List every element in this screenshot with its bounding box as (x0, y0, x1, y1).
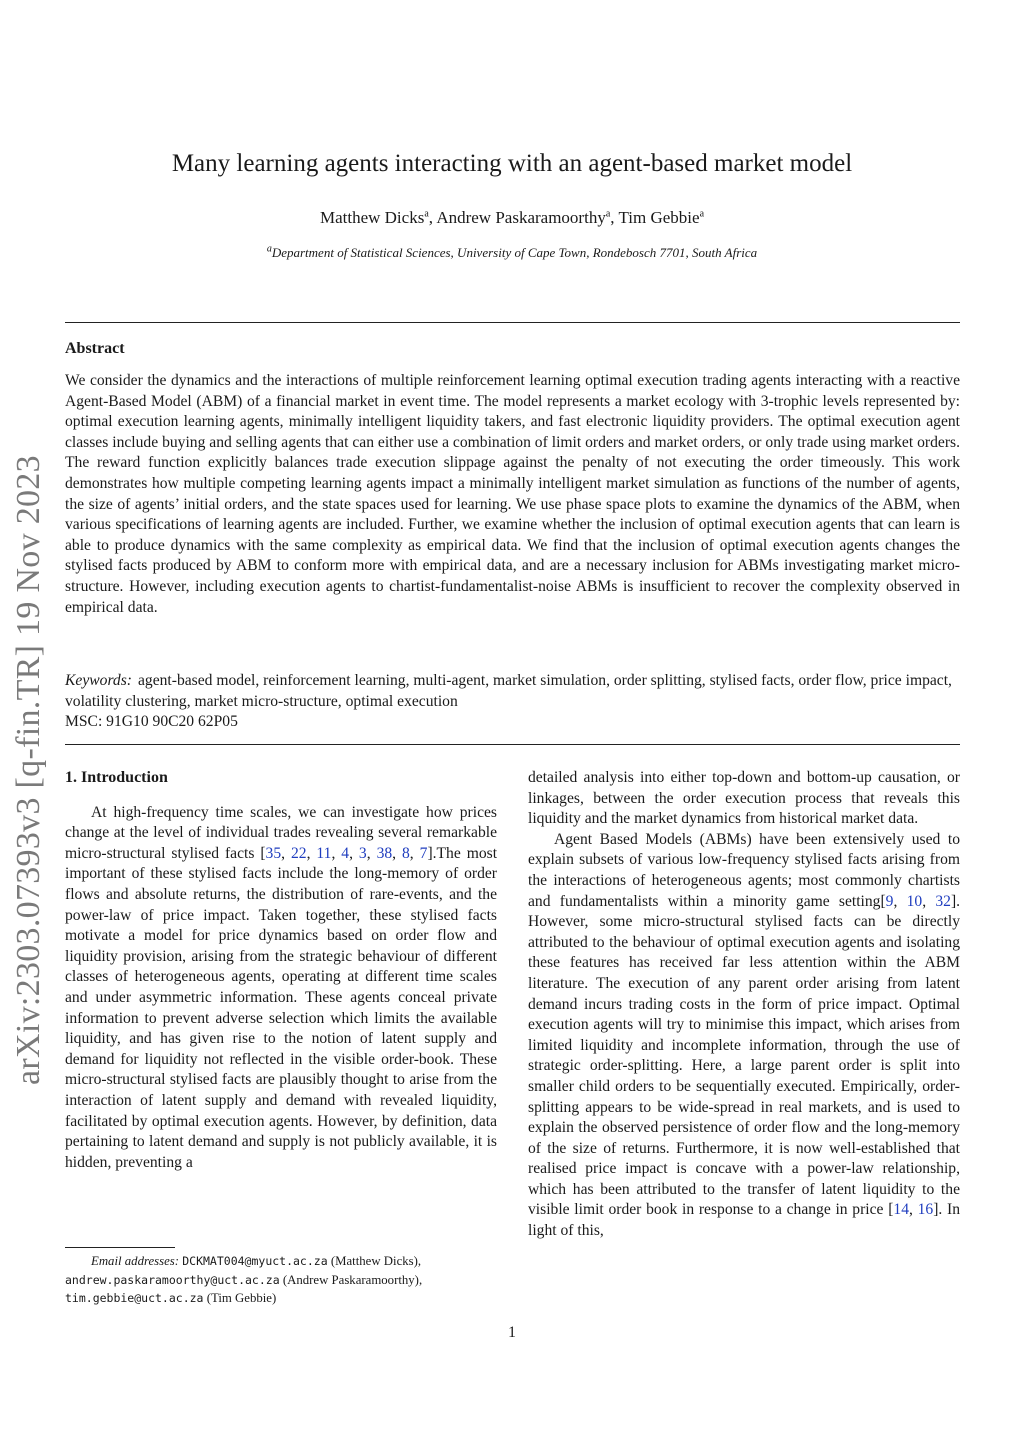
citation-link[interactable]: 3 (358, 844, 367, 862)
footnote-label: Email addresses: (91, 1254, 180, 1268)
keywords-block (65, 671, 960, 733)
citation-link[interactable]: 22 (290, 844, 307, 862)
citation-link[interactable]: 9 (885, 892, 894, 910)
email-link[interactable]: DCKMAT004@myuct.ac.za (182, 1254, 328, 1268)
abstract-heading: Abstract (65, 340, 125, 357)
arxiv-stamp: arXiv:2303.07393v3 [q-fin.TR] 19 Nov 2023 (10, 455, 47, 1085)
right-column (528, 768, 960, 1242)
citation-link[interactable]: 16 (917, 1201, 934, 1219)
author-affil-mark: a (699, 208, 705, 220)
paper-title: Many learning agents interacting with an agent-based market model (171, 150, 853, 177)
author-affil-mark: a (605, 208, 611, 220)
citation-link[interactable]: 4 (341, 844, 350, 862)
author-affil-mark: a (424, 208, 429, 220)
left-column (65, 768, 497, 1173)
page-number: 1 (508, 1324, 516, 1341)
keywords-text: agent-based model, reinforcement learning, multi-agent, market simulation, order splitting, stylised facts, order flow, price impact, volatility clustering, market micro-structure, optimal execution (65, 672, 952, 710)
affil-mark: a (266, 243, 272, 255)
affil-text: Department of Statistical Sciences, University of Cape Town, Rondebosch 7701, South Africa (271, 245, 758, 260)
author-name: Matthew Dicks (319, 208, 425, 227)
footnote-emails: Email addresses: DCKMAT004@myuct.ac.za (Matthew Dicks), andrew.paskaramoorthy@uct.ac.za (Andrew Paskaramoorthy), tim.gebbie@uct.ac.za (Tim Gebbie) (65, 1254, 423, 1305)
footnote-rule (65, 1247, 175, 1248)
citation-link[interactable]: 14 (893, 1201, 909, 1219)
abstract-text: We consider the dynamics and the interactions of multiple reinforcement learning optimal execution trading agents interacting with a reactive Agent-Based Model (ABM) of a financial market in event time. The model represents a market ecology with 3-trophic levels represented by: optimal execution learning agents, minimally intelligent liquidity takers, and fast electronic liquidity providers. The optimal execution agent classes include buying and selling agents that can either use a combination of limit orders and market orders, or only trade using market orders. The reward function explicitly balances trade execution slippage against the penalty of not executing the order timeously. This work demonstrates how multiple competing learning agents impact a minimally intelligent market simulation as functions of the number of agents, the size of agents’ initial orders, and the state spaces used for learning. We use phase space plots to examine the dynamics of the ABM, when various specifications of learning agents are included. Further, we examine whether the inclusion of optimal execution agents that can learn is able to produce dynamics with the same complexity as empirical data. We find that the inclusion of optimal execution agents changes the stylised facts produced by ABM to conform more with empirical data, and are a necessary inclusion for ABMs investigating market micro-structure. However, including execution agents to chartist-fundamentalist-noise ABMs is insufficient to recover the complexity observed in empirical data. (65, 372, 960, 616)
intro-paragraph: detailed analysis into either top-down and bottom-up causation, or linkages, between the order execution process that reveals this liquidity and the market dynamics from historical market data. (528, 769, 960, 828)
bottom-rule (65, 744, 960, 745)
citation-link[interactable]: 11 (316, 844, 332, 862)
msc-codes: MSC: 91G10 90C20 62P05 (65, 713, 238, 731)
intro-paragraph: Agent Based Models (ABMs) have been extensively used to explain subsets of various low-frequency stylised facts arising from the interactions of heterogeneous agents; most commonly chartists and fundamentalists within a minority game setting[9, 10, 32]. However, some micro-structural stylised facts can be directly attributed to the behaviour of optimal execution agents and isolating these features has received far less attention within the ABM literature. The execution of any parent order arising from latent demand incurs trading costs in the form of price impact. Optimal execution agents will try to minimise this impact, which arises from limited liquidity and incomplete information, through the use of strategic order-splitting. Here, a large parent order is split into smaller child orders to be sequentially executed. Empirically, order-splitting appears to be wide-spread in real markets, and is used to explain the observed persistence of order flow and the long-memory of the size of returns. Furthermore, it is now well-established that realised price impact is concave with a power-law relationship, which has been attributed to the transfer of latent liquidity to the visible limit order book in response to a change in price [14, 16]. In light of this, (528, 830, 961, 1240)
citation-link[interactable]: 35 (265, 844, 282, 862)
section-heading: 1. Introduction (65, 769, 168, 786)
author-list: Matthew Dicks$^a$, Andrew Paskaramoorthy$^a$, Tim Gebbie$^a$ (319, 208, 705, 227)
email-link[interactable]: andrew.paskaramoorthy@uct.ac.za (65, 1272, 280, 1287)
citation-link[interactable]: 8 (402, 844, 410, 862)
top-rule (65, 322, 960, 323)
author-name: Tim Gebbie (618, 208, 700, 227)
citation-link[interactable]: 7 (419, 844, 428, 862)
author-name: Andrew Paskaramoorthy (436, 208, 606, 227)
citation-link[interactable]: 32 (935, 892, 951, 910)
affiliation (0, 245, 1024, 261)
citation-link[interactable]: 10 (906, 892, 923, 910)
keywords-label: Keywords: (65, 672, 132, 689)
citation-link[interactable]: 38 (376, 844, 393, 862)
intro-paragraph: At high-frequency time scales, we can investigate how prices change at the level of individual trades revealing several remarkable micro-structural stylised facts [35, 22, 11, 4, 3, 38, 8, 7].The most important of these stylised facts include the long-memory of order flows and absolute returns, the distribution of rare-events, and the power-law of price impact. Taken together, these stylised facts motivate a model for price dynamics based on order flow and liquidity provision, arising from the strategic behaviour of different classes of heterogeneous agents, operating at different time scales and under asymmetric information. These agents conceal private information to prevent adverse selection which limits the available liquidity, and has given rise to the notion of latent supply and demand for liquidity not reflected in the visible order-book. These micro-structural stylised facts are plausibly thought to arise from the interaction of latent supply and demand with revealed liquidity, facilitated by optimal execution agents. However, by definition, data pertaining to latent demand and supply is not publicly available, it is hidden, preventing a (65, 803, 498, 1171)
email-link[interactable]: tim.gebbie@uct.ac.za (65, 1291, 204, 1305)
